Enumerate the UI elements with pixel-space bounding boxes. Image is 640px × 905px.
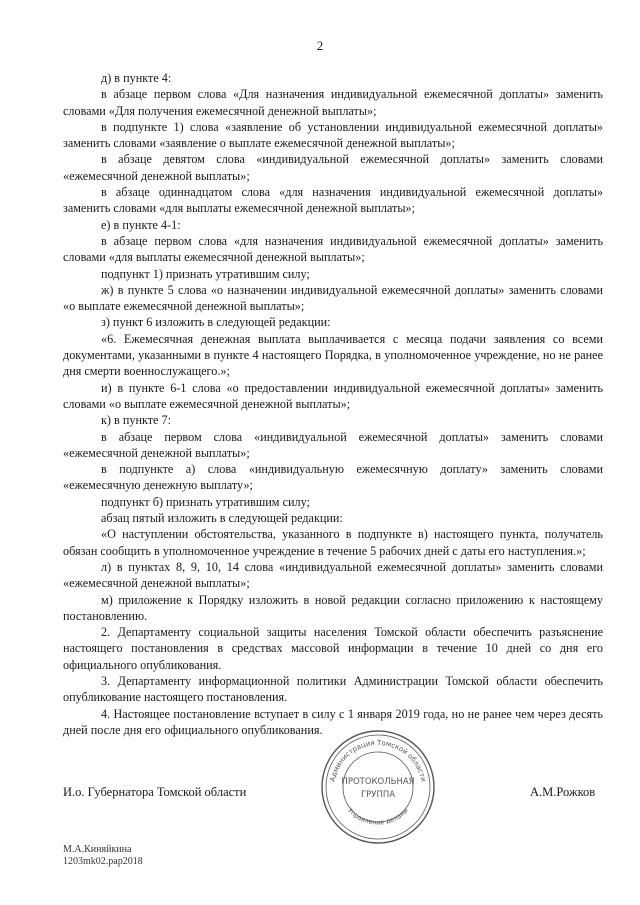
stamp-outer-text: Администрация Томской области xyxy=(328,738,428,783)
paragraph: 2. Департаменту социальной защиты населения Томской области обеспечить разъяснение настоящего постановления в средствах массовой информации в течение 10 дней со дня его официального опубликования. xyxy=(63,625,603,672)
footer xyxy=(63,844,143,868)
page-number: 2 xyxy=(316,38,324,53)
paragraph: подпункт 1) признать утратившим силу; xyxy=(101,266,310,281)
paragraph: 4. Настоящее постановление вступает в силу с 1 января 2019 года, но не ранее чем через десять дней после дня его официального опубликования. xyxy=(63,706,603,737)
footer-author: М.А.Киняйкина xyxy=(63,844,132,855)
stamp-inner-line1: ПРОТОКОЛЬНАЯ xyxy=(341,777,415,787)
paragraph: абзац пятый изложить в следующей редакции: xyxy=(101,511,343,526)
paragraph: е) в пункте 4-1: xyxy=(101,217,181,232)
paragraph: «О наступлении обстоятельства, указанного в подпункте в) настоящего пункта, получатель обязан сообщить в уполномоченное учреждение в течение 5 рабочих дней с даты его наступления.»; xyxy=(63,527,603,558)
paragraph: подпункт б) признать утратившим силу; xyxy=(101,494,310,509)
paragraph: д) в пункте 4: xyxy=(101,71,172,85)
footer-file-code: 1203mk02.pap2018 xyxy=(63,856,143,867)
signatory-position: И.о. Губернатора Томской области xyxy=(63,785,247,799)
paragraph: 3. Департаменту информационной политики Администрации Томской области обеспечить опубликование настоящего постановления. xyxy=(63,673,603,705)
stamp-bottom-text: Управление делами xyxy=(346,806,410,827)
paragraph: и) в пункте 6-1 слова «о предоставлении индивидуальной ежемесячной доплаты» заменить словами «о выплате ежемесячной денежной выплаты»; xyxy=(63,380,603,411)
paragraph: в абзаце первом слова «Для назначения индивидуальной ежемесячной доплаты» заменить словами «Для получения ежемесячной денежной выплаты»; xyxy=(63,87,603,118)
svg-text:Управление делами xyxy=(346,806,410,826)
paragraph: ж) в пункте 5 слова «о назначении индивидуальной ежемесячной доплаты» заменить словами «о выплате ежемесячной денежной выплаты»; xyxy=(63,282,603,314)
paragraph: в абзаце девятом слова «индивидуальной ежемесячной доплаты» заменить словами «ежемесячной денежной выплаты»; xyxy=(63,152,603,183)
stamp-seal xyxy=(318,727,438,847)
paragraph: в абзаце первом слова «для назначения индивидуальной ежемесячной доплаты» заменить словами «для выплаты ежемесячной денежной выплаты»; xyxy=(63,233,603,265)
stamp-inner-line2: ГРУППА xyxy=(360,790,396,800)
document-body xyxy=(63,70,603,738)
paragraph: в абзаце одиннадцатом слова «для назначения индивидуальной ежемесячной доплаты» заменить словами «для выплаты ежемесячной денежной выплаты»; xyxy=(63,185,603,216)
paragraph: «6. Ежемесячная денежная выплата выплачивается с месяца подачи заявления со всеми документами, указанными в пункте 4 настоящего Порядка, в уполномоченное учреждение, но не ранее дня смерти военнослужащего.»; xyxy=(63,331,603,379)
paragraph: в подпункте 1) слова «заявление об установлении индивидуальной ежемесячной доплаты» заменить словами «заявление о выплате ежемесячной денежной выплаты»; xyxy=(63,119,603,151)
paragraph: к) в пункте 7: xyxy=(101,413,171,428)
paragraph: в подпункте а) слова «индивидуальную ежемесячную доплату» заменить словами «ежемесячную денежную выплату»; xyxy=(63,462,603,493)
signatory-name: А.М.Рожков xyxy=(530,785,596,799)
paragraph: з) пункт 6 изложить в следующей редакции: xyxy=(101,315,331,330)
paragraph: м) приложение к Порядку изложить в новой редакции согласно приложению к настоящему постановлению. xyxy=(63,592,603,623)
paragraph: в абзаце первом слова «индивидуальной ежемесячной доплаты» заменить словами «ежемесячной денежной выплаты»; xyxy=(63,429,603,460)
paragraph: л) в пунктах 8, 9, 10, 14 слова «индивидуальной ежемесячной доплаты» заменить словами «ежемесячной денежной выплаты»; xyxy=(63,559,603,591)
svg-text:Администрация Томской области xyxy=(329,739,428,783)
